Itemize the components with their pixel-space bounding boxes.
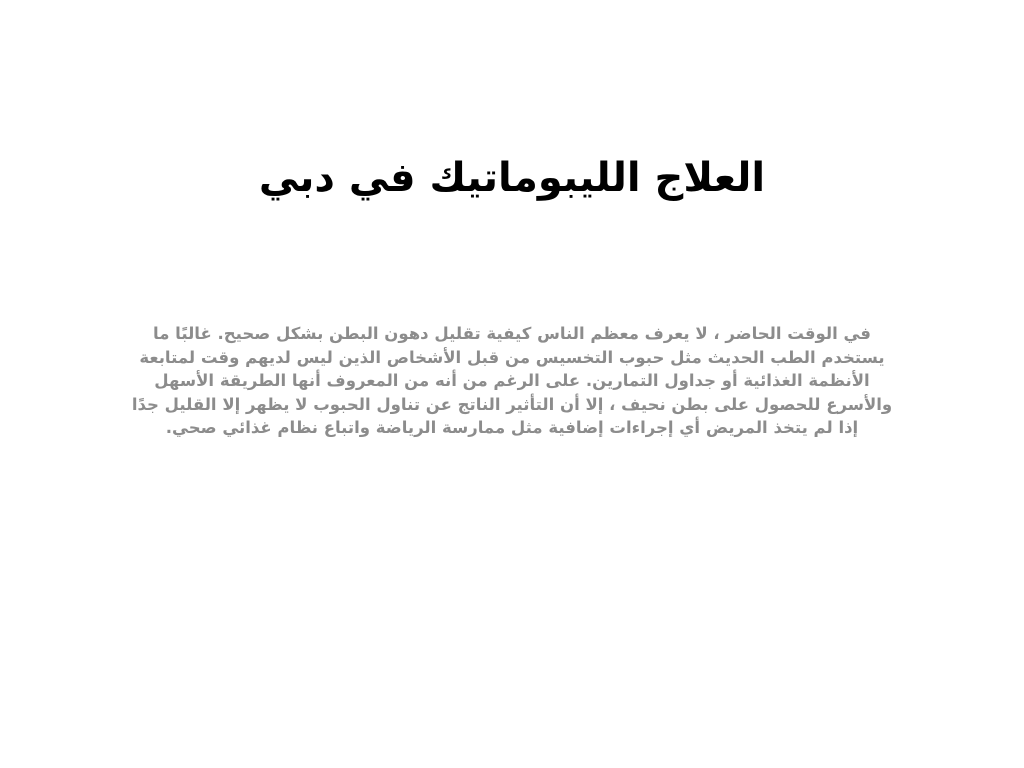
slide-body-text: في الوقت الحاضر ، لا يعرف معظم الناس كيفية تقليل دهون البطن بشكل صحيح. غالبًا ما يستخدم الطب الحديث مثل حبوب التخسيس من قبل الأشخاص الذين ليس لديهم وقت لمتابعة الأنظمة الغذائية أو جداول التمارين. على الرغم من أنه من المعروف أنها الطريقة الأسهل والأسرع للحصول على بطن نحيف ، إلا أن التأثير الناتج عن تناول الحبوب لا يظهر إلا القليل جدًا إذا لم يتخذ المريض أي إجراءات إضافية مثل ممارسة الرياضة واتباع نظام غذائي صحي. xyxy=(131,324,893,437)
slide-title: العلاج الليبوماتيك في دبي xyxy=(258,155,766,201)
